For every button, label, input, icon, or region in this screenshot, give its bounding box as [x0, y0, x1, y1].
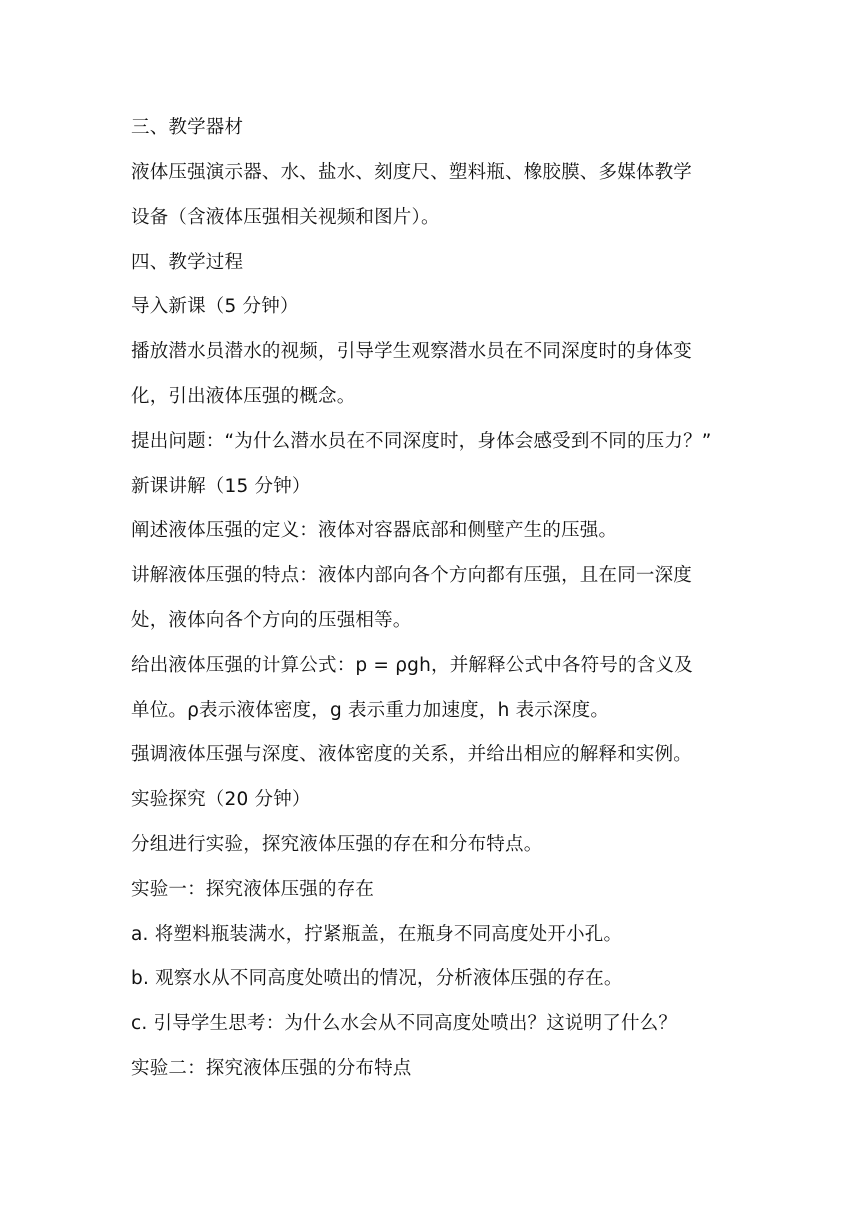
experiment-intro-text: 分组进行实验，探究液体压强的存在和分布特点。 — [131, 834, 543, 855]
formula-text-line-1: 给出液体压强的计算公式：p = ρgh，并解释公式中各符号的含义及 — [131, 655, 693, 676]
experiment-one-heading: 实验一：探究液体压强的存在 — [131, 879, 375, 900]
equipment-text-line-1: 液体压强演示器、水、盐水、刻度尺、塑料瓶、橡胶膜、多媒体教学 — [131, 162, 693, 183]
subheading-experiment: 实验探究（20 分钟） — [131, 789, 311, 810]
features-text-line-2: 处，液体向各个方向的压强相等。 — [131, 610, 412, 631]
formula-text-line-2: 单位。ρ表示液体密度，g 表示重力加速度，h 表示深度。 — [131, 700, 610, 721]
experiment-one-step-c: c. 引导学生思考：为什么水会从不同高度处喷出？这说明了什么？ — [131, 1013, 678, 1034]
section-heading-equipment: 三、教学器材 — [131, 117, 244, 138]
experiment-one-step-a: a. 将塑料瓶装满水，拧紧瓶盖，在瓶身不同高度处开小孔。 — [131, 924, 623, 945]
features-text-line-1: 讲解液体压强的特点：液体内部向各个方向都有压强，且在同一深度 — [131, 565, 693, 586]
subheading-lecture: 新课讲解（15 分钟） — [131, 476, 311, 497]
section-heading-process: 四、教学过程 — [131, 252, 244, 273]
intro-text-line-1: 播放潜水员潜水的视频，引导学生观察潜水员在不同深度时的身体变 — [131, 341, 693, 362]
experiment-two-heading: 实验二：探究液体压强的分布特点 — [131, 1058, 412, 1079]
intro-text-line-2: 化，引出液体压强的概念。 — [131, 386, 356, 407]
experiment-one-step-b: b. 观察水从不同高度处喷出的情况，分析液体压强的存在。 — [131, 968, 623, 989]
definition-text: 阐述液体压强的定义：液体对容器底部和侧壁产生的压强。 — [131, 520, 618, 541]
subheading-intro: 导入新课（5 分钟） — [131, 296, 299, 317]
question-text: 提出问题：“为什么潜水员在不同深度时，身体会感受到不同的压力？” — [131, 431, 712, 452]
equipment-text-line-2: 设备（含液体压强相关视频和图片）。 — [131, 207, 440, 228]
emphasis-text: 强调液体压强与深度、液体密度的关系，并给出相应的解释和实例。 — [131, 744, 693, 765]
